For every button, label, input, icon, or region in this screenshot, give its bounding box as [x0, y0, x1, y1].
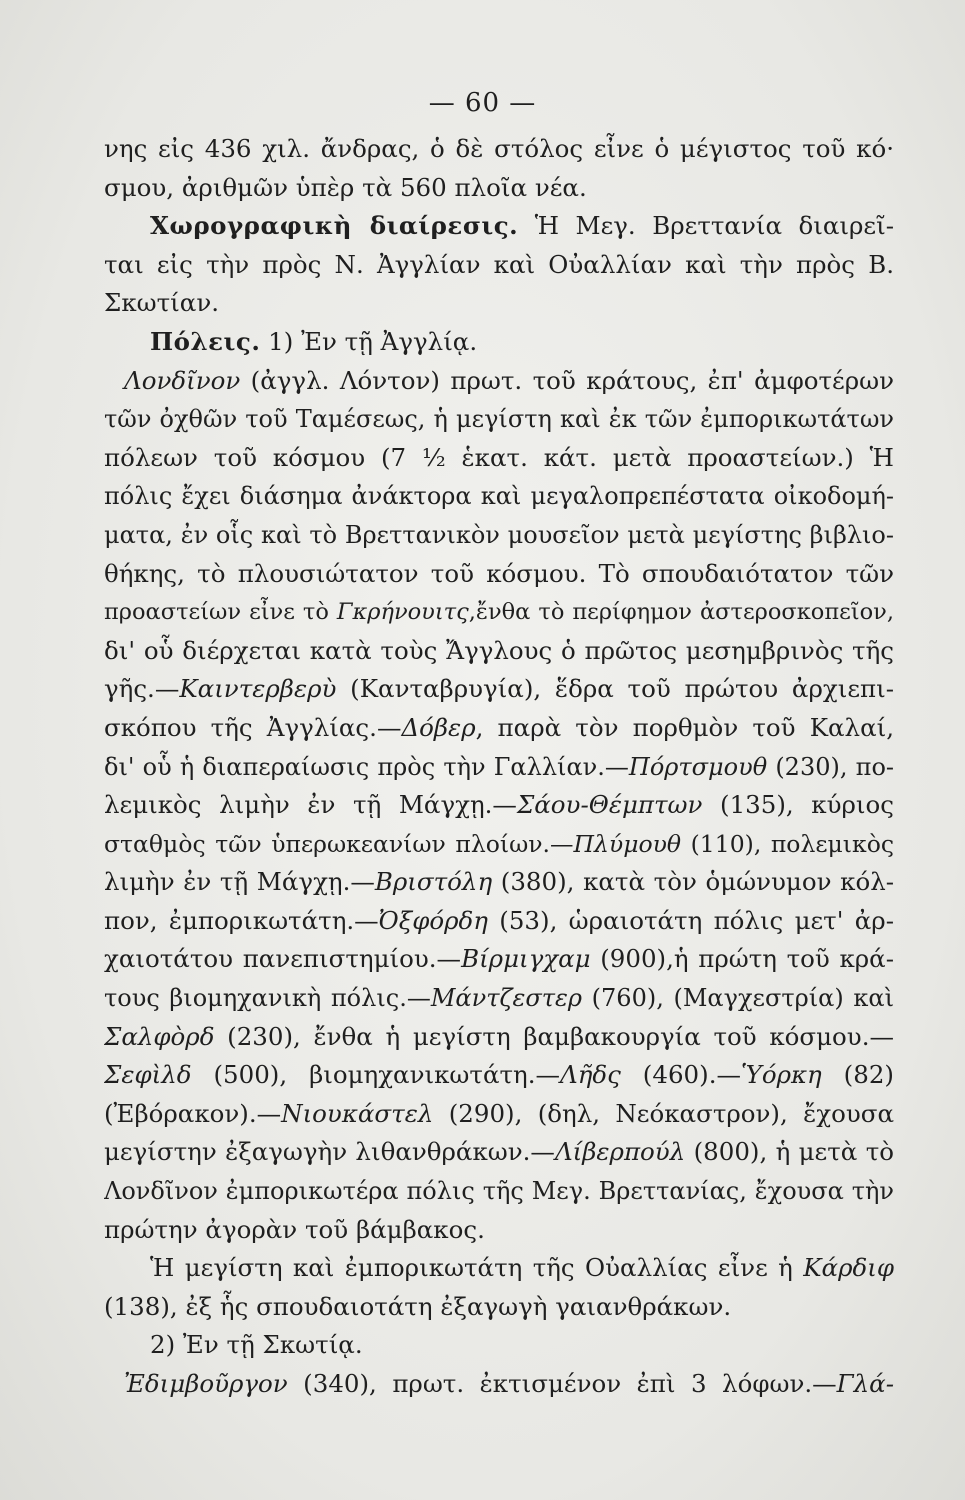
- text-line: [104, 863, 894, 902]
- place-name: Μάντζεστερ: [430, 984, 583, 1013]
- body-text: [104, 130, 894, 1404]
- line-text: (230), πο-: [767, 752, 894, 781]
- place-name: Γλά-: [836, 1369, 894, 1398]
- line-text: , παρὰ τὸν πορθμὸν τοῦ Καλαί,: [475, 712, 894, 742]
- text-line: [104, 632, 894, 671]
- place-name: Λῆδς: [560, 1060, 621, 1090]
- text-line: [104, 362, 894, 401]
- place-name: Ὑόρκη: [740, 1060, 822, 1090]
- line-text: τῶν ὀχθῶν τοῦ Ταμέσεως, ἡ μεγίστη καὶ ἐκ τῶν ἐμπορικωτάτων: [104, 405, 894, 434]
- line-text: (500), βιομηχανικωτάτη.—: [191, 1060, 561, 1090]
- line-text: 1) Ἐν τῇ Ἀγγλίᾳ.: [260, 326, 478, 356]
- line-text: (ἀγγλ. Λόντον) πρωτ. τοῦ κράτους, ἐπ' ἀμφοτέρων: [240, 365, 894, 395]
- text-line: [104, 825, 894, 864]
- line-text: πόλις ἔχει διάσημα ἀνάκτορα καὶ μεγαλοπρεπέστατα οἰκοδομή-: [104, 482, 894, 511]
- text-line: [104, 670, 894, 709]
- line-text: (900),ἡ πρώτη τοῦ κρά-: [590, 944, 894, 974]
- text-line: [104, 400, 894, 439]
- line-text: (110), πολεμικὸς: [681, 829, 894, 858]
- line-text: Ἡ μεγίστη καὶ ἐμπορικωτάτη τῆς Οὐαλλίας εἶνε ἡ: [150, 1253, 804, 1283]
- text-line: [104, 1133, 894, 1172]
- line-text: (380), κατὰ τὸν ὁμώνυμον κόλ-: [492, 867, 894, 897]
- line-text: λιμὴν ἐν τῇ Μάγχῃ.—: [104, 867, 375, 897]
- text-line: [104, 516, 894, 555]
- line-text: σμου, ἀριθμῶν ὑπὲρ τὰ 560 πλοῖα νέα.: [104, 172, 587, 202]
- line-text: (290), (δηλ, Νεόκαστρον), ἔχουσα: [433, 1098, 894, 1128]
- place-name: Σαλφὸρδ: [104, 1021, 215, 1051]
- text-line: [104, 246, 894, 285]
- line-text: λεμικὸς λιμὴν ἐν τῇ Μάγχῃ.—: [104, 790, 517, 820]
- line-text: πον, ἐμπορικωτάτη.—: [104, 905, 379, 935]
- text-line: [104, 1095, 894, 1134]
- line-text: Ἡ Μεγ. Βρεττανία διαιρεῖ-: [518, 211, 894, 241]
- text-line: [104, 1018, 894, 1057]
- line-text: (138), ἐξ ἧς σπουδαιοτάτη ἐξαγωγὴ γαιανθράκων.: [104, 1291, 732, 1321]
- line-text: γῆς.—: [104, 674, 180, 704]
- text-line: [104, 1056, 894, 1095]
- text-line: [104, 1365, 894, 1404]
- place-name: Βίρμιγχαμ: [461, 944, 591, 974]
- line-text: πόλεων τοῦ κόσμου (7 ½ ἑκατ. κάτ. μετὰ προαστείων.) Ἡ: [104, 442, 894, 472]
- text-line: [104, 555, 894, 594]
- line-text: (82): [821, 1060, 894, 1090]
- line-text: ,ἔνθα τὸ περίφημον ἀστεροσκοπεῖον,: [468, 599, 894, 626]
- place-name: Σεφὶλδ: [104, 1060, 192, 1090]
- text-line: [104, 1172, 894, 1211]
- text-line: [104, 940, 894, 979]
- place-name: Καιντερβερὺ: [179, 674, 337, 704]
- text-line: [104, 1326, 894, 1365]
- place-name: Ὀξφόρδη: [378, 905, 488, 935]
- place-name: Πλύμουθ: [573, 829, 682, 858]
- text-line: [104, 130, 894, 169]
- line-text: προαστείων εἶνε τὸ: [104, 599, 337, 626]
- text-line: [104, 593, 894, 632]
- text-line: [104, 1211, 894, 1250]
- text-line: [104, 207, 894, 246]
- line-text: θήκης, τὸ πλουσιώτατον τοῦ κόσμου. Τὸ σπουδαιότατον τῶν: [104, 558, 894, 588]
- place-name: Λονδῖνον: [124, 365, 241, 395]
- text-line: [104, 169, 894, 208]
- line-text: (Κανταβρυγία), ἕδρα τοῦ πρώτου ἀρχιεπι-: [336, 674, 894, 704]
- line-text: δι' οὗ ἡ διαπεραίωσις πρὸς τὴν Γαλλίαν.—: [104, 752, 629, 781]
- place-name: Βριστόλη: [374, 867, 493, 897]
- place-name: Πόρτσμουθ: [628, 752, 768, 781]
- line-text: 2) Ἐν τῇ Σκωτίᾳ.: [150, 1330, 363, 1360]
- line-text: Λονδῖνον ἐμπορικωτέρα πόλις τῆς Μεγ. Βρεττανίας, ἔχουσα τὴν: [104, 1177, 894, 1206]
- line-text: Σκωτίαν.: [104, 288, 219, 318]
- place-name: Λίβερπούλ: [554, 1137, 686, 1167]
- text-line: [104, 979, 894, 1018]
- line-text: (230), ἔνθα ἡ μεγίστη βαμβακουργία τοῦ κόσμου.—: [214, 1021, 894, 1051]
- text-line: [104, 786, 894, 825]
- place-name: Δόβερ: [401, 712, 476, 742]
- place-name: Σάου-Θέμπτων: [516, 790, 703, 820]
- line-text: (760), (Μαγχεστρία) καὶ: [582, 984, 894, 1013]
- section-heading: Χωρογραφικὴ διαίρεσις.: [150, 211, 519, 241]
- text-line: [104, 439, 894, 478]
- text-line: [104, 748, 894, 787]
- line-text: νης εἰς 436 χιλ. ἄνδρας, ὁ δὲ στόλος εἶνε ὁ μέγιστος τοῦ κό·: [104, 134, 894, 163]
- line-text: (460).—: [620, 1060, 741, 1090]
- text-line: [104, 1249, 894, 1288]
- text-line: [104, 323, 894, 362]
- line-text: πρώτην ἀγορὰν τοῦ βάμβακος.: [104, 1214, 485, 1244]
- place-name: Ἐδιμβοῦργον: [124, 1369, 288, 1398]
- text-line: [104, 902, 894, 941]
- line-text: (Ἐβόρακον).—: [104, 1098, 282, 1128]
- place-name: Κάρδιφ: [803, 1253, 894, 1283]
- line-text: (53), ὡραιοτάτη πόλις μετ' ἀρ-: [488, 905, 894, 935]
- line-text: σκόπου τῆς Ἀγγλίας.—: [104, 712, 402, 742]
- line-text: σταθμὸς τῶν ὑπερωκεανίων πλοίων.—: [104, 829, 574, 858]
- line-text: (340), πρωτ. ἐκτισμένον ἐπὶ 3 λόφων.—: [287, 1369, 837, 1398]
- line-text: (800), ἡ μετὰ τὸ: [685, 1137, 894, 1167]
- place-name: Νιουκάστελ: [281, 1098, 434, 1128]
- text-line: [104, 284, 894, 323]
- section-heading: Πόλεις.: [150, 326, 261, 356]
- line-text: δι' οὗ διέρχεται κατὰ τοὺς Ἄγγλους ὁ πρῶτος μεσημβρινὸς τῆς: [104, 635, 894, 665]
- line-text: μεγίστην ἐξαγωγὴν λιθανθράκων.—: [104, 1137, 555, 1167]
- place-name: Γκρήνουιτς: [336, 599, 469, 626]
- line-text: ται εἰς τὴν πρὸς Ν. Ἀγγλίαν καὶ Οὐαλλίαν καὶ τὴν πρὸς Β.: [104, 249, 894, 279]
- text-line: [104, 1288, 894, 1327]
- line-text: (135), κύριος: [702, 790, 894, 820]
- line-text: χαιοτάτου πανεπιστημίου.—: [104, 944, 462, 974]
- text-line: [104, 477, 894, 516]
- line-text: ματα, ἐν οἷς καὶ τὸ Βρεττανικὸν μουσεῖον μετὰ μεγίστης βιβλιο-: [104, 520, 894, 549]
- page-number: — 60 —: [428, 88, 537, 118]
- line-text: τους βιομηχανικὴ πόλις.—: [104, 984, 431, 1013]
- text-line: [104, 709, 894, 748]
